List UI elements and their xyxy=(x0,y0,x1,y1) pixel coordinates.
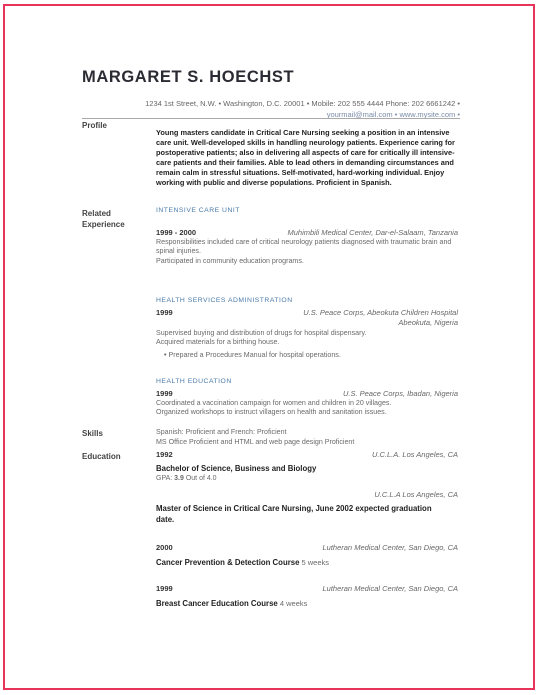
experience-item xyxy=(156,377,458,418)
experience-item xyxy=(156,206,458,266)
experience-item xyxy=(156,296,458,361)
experience-years: 1999 xyxy=(156,388,173,398)
candidate-name: MARGARET S. HOECHST xyxy=(82,68,295,86)
education-place: U.C.L.A. Los Angeles, CA xyxy=(371,450,458,459)
experience-place: U.S. Peace Corps, Abeokuta Children Hospital xyxy=(303,307,458,317)
education-place: Lutheran Medical Center, San Diego, CA xyxy=(322,543,458,552)
experience-category: HEALTH SERVICES ADMINISTRATION xyxy=(156,297,293,304)
education-course: Breast Cancer Education Course 4 weeks xyxy=(156,598,308,608)
section-profile-heading: Profile xyxy=(82,121,107,130)
experience-place-city: Abeokuta, Nigeria xyxy=(398,318,458,327)
education-degree: Bachelor of Science, Business and Biology xyxy=(156,463,317,473)
experience-place: Muhimbili Medical Center, Dar-el-Salaam, Tanzania xyxy=(287,227,458,237)
experience-description: Coordinated a vaccination campaign for women and children in 20 villages. Organized workshops to instruct villagers on health and sanitation issues. xyxy=(156,399,392,417)
education-place: U.C.L.A Los Angeles, CA xyxy=(374,490,458,499)
experience-years: 1999 xyxy=(156,307,173,317)
section-skills-heading: Skills xyxy=(82,429,103,438)
experience-description: Responsibilities included care of critical neurology patients diagnosed with traumatic brain and spinal injuries. Participated in community education programs. xyxy=(156,238,452,265)
bullet-item: • Prepared a Procedures Manual for hospital operations. xyxy=(164,350,458,361)
contact-address: 1234 1st Street, N.W. • Washington, D.C. 20001 • Mobile: 202 555 4444 Phone: 202 6661242 • xyxy=(145,99,460,108)
education-item xyxy=(156,450,458,485)
education-course: Cancer Prevention & Detection Course 5 weeks xyxy=(156,557,330,567)
education-item xyxy=(156,490,458,525)
education-item xyxy=(156,543,458,568)
experience-category: HEALTH EDUCATION xyxy=(156,378,232,385)
skill-item: MS Office Proficient and HTML and web page design Proficient xyxy=(156,437,355,446)
experience-category: INTENSIVE CARE UNIT xyxy=(156,207,240,214)
contact-web[interactable]: yourmail@mail.com • www.mysite.com • xyxy=(326,110,460,119)
education-item xyxy=(156,584,458,609)
education-year: 1999 xyxy=(156,584,173,593)
education-gpa: GPA: 3.9 Out of 4.0 xyxy=(156,475,217,482)
education-place: Lutheran Medical Center, San Diego, CA xyxy=(322,584,458,593)
profile-text: Young masters candidate in Critical Care Nursing seeking a position in an intensive care unit. Well-developed skills in handling neurology patients. Experience caring for postoperative patients; also in delivering all aspects of care for critically ill intensive-care patients and their families. Able to lead others in demanding circumstances and remain calm in stressful situations. Self-motivated, hard-working individual. Enjoy working with public and diverse populations. Proficient in Spanish. xyxy=(156,128,455,188)
education-year: 2000 xyxy=(156,543,173,552)
section-education-heading: Education xyxy=(82,452,121,461)
education-degree: Master of Science in Critical Care Nursing, June 2002 expected graduation date. xyxy=(156,503,432,524)
contact-info xyxy=(145,98,460,120)
skills-list xyxy=(156,428,458,447)
experience-bullets xyxy=(156,350,458,361)
section-experience-heading: Related Experience xyxy=(82,209,125,229)
skill-item: Spanish: Proficient and French: Proficient xyxy=(156,428,287,436)
education-year: 1992 xyxy=(156,450,173,459)
header-divider xyxy=(82,118,460,119)
experience-place: U.S. Peace Corps, Ibadan, Nigeria xyxy=(342,388,458,398)
experience-description: Supervised buying and distribution of drugs for hospital dispensary. Acquired materials for a birthing house. xyxy=(156,328,367,346)
experience-years: 1999 - 2000 xyxy=(156,227,197,237)
